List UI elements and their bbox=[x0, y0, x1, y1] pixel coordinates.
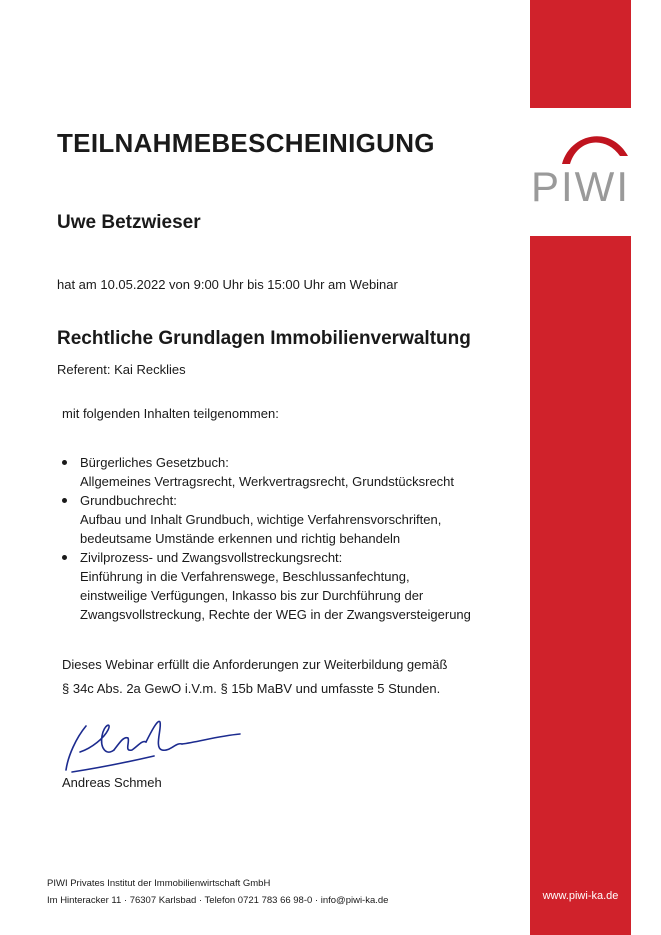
topic-detail: Aufbau und Inhalt Grundbuch, wichtige Verfahrensvorschriften, bbox=[80, 512, 442, 527]
topic-heading: Zivilprozess- und Zwangsvollstreckungsrecht: bbox=[80, 550, 343, 565]
topic-heading: Bürgerliches Gesetzbuch: bbox=[80, 455, 229, 470]
attendance-statement: hat am 10.05.2022 von 9:00 Uhr bis 15:00 Uhr am Webinar bbox=[57, 277, 398, 292]
signature-image bbox=[58, 712, 248, 782]
topic-detail: Einführung in die Verfahrenswege, Beschlussanfechtung, bbox=[80, 569, 410, 584]
participant-name: Uwe Betzwieser bbox=[57, 212, 201, 233]
topic-detail: Allgemeines Vertragsrecht, Werkvertragsrecht, Grundstücksrecht bbox=[80, 474, 455, 489]
list-item bbox=[62, 548, 522, 624]
requirements-line-1: Dieses Webinar erfüllt die Anforderungen zur Weiterbildung gemäß bbox=[62, 657, 448, 672]
list-item bbox=[62, 453, 522, 491]
topic-detail: Zwangsvollstreckung, Rechte der WEG in der Zwangsversteigerung bbox=[80, 607, 471, 622]
bullet-icon bbox=[62, 555, 67, 560]
certificate-title: TEILNAHMEBESCHEINIGUNG bbox=[57, 128, 435, 158]
speaker-line: Referent: Kai Recklies bbox=[57, 362, 186, 377]
topic-detail: einstweilige Verfügungen, Inkasso bis zur Durchführung der bbox=[80, 588, 424, 603]
topic-list bbox=[62, 453, 522, 624]
piwi-logo bbox=[530, 108, 631, 236]
bullet-icon bbox=[62, 498, 67, 503]
logo-wordmark: PIWI bbox=[531, 163, 630, 210]
course-title: Rechtliche Grundlagen Immobilienverwaltung bbox=[57, 328, 471, 349]
contents-intro: mit folgenden Inhalten teilgenommen: bbox=[62, 406, 279, 421]
bullet-icon bbox=[62, 460, 67, 465]
list-item bbox=[62, 491, 522, 548]
footer-company: PIWI Privates Institut der Immobilienwirtschaft GmbH bbox=[47, 878, 271, 889]
signatory-name: Andreas Schmeh bbox=[62, 775, 162, 790]
logo-arc-icon bbox=[560, 126, 630, 166]
requirements-line-2: § 34c Abs. 2a GewO i.V.m. § 15b MaBV und umfasste 5 Stunden. bbox=[62, 681, 441, 696]
topic-detail: bedeutsame Umstände erkennen und richtig behandeln bbox=[80, 531, 401, 546]
topic-heading: Grundbuchrecht: bbox=[80, 493, 177, 508]
website-link[interactable]: www.piwi-ka.de bbox=[542, 890, 619, 902]
footer-address: Im Hinteracker 11 · 76307 Karlsbad · Telefon 0721 783 66 98-0 · info@piwi-ka.de bbox=[47, 895, 389, 906]
